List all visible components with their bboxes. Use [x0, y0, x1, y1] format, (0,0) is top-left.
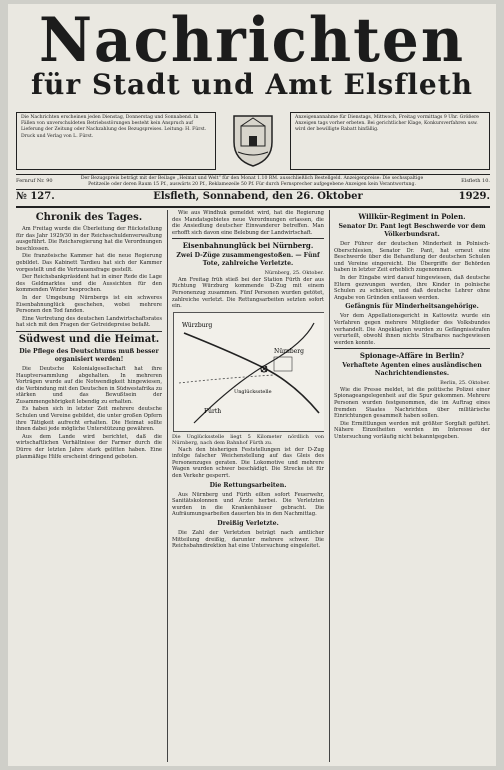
place-code: Elsfleth 10.	[461, 178, 490, 184]
column-3	[334, 210, 490, 762]
article-paragraph: Die französische Kammer hat die neue Regierung gebildet. Das Kabinett Tardieu hat sich der Kammer vorgestellt und die Vertrauensfrage gestellt.	[16, 253, 162, 273]
article-paragraph: Vor dem Appellationsgericht in Kattowitz wurde ein Verfahren gegen mehrere Mitglieder des Volksbundes verhandelt. Die Angeklagten wurden zu Gefängnisstrafen verurteilt, obwohl ihnen nichts Strafbares nachgewiesen werden konnte.	[334, 313, 490, 346]
subheadline: Die Pflege des Deutschtums muß besser organisiert werden!	[19, 347, 159, 363]
headline-gefaengnis: Gefängnis für Minderheitsangehörige.	[345, 303, 479, 311]
advertising-info-box: Anzeigenannahme für Dienstags, Mittwoch, Freitag vormittags 9 Uhr. Größere Anzeigen tags vorher erbeten. Bei gerichtlicher Klage, Konkursverfahren usw. wird der bewilligte Rabatt hinfällig.	[290, 112, 490, 170]
newspaper-subtitle: für Stadt und Amt Elsfleth	[30, 68, 474, 101]
coat-of-arms-icon	[230, 112, 276, 168]
article-paragraph: Nach den bisherigen Feststellungen ist der D-Zug infolge falscher Weichenstellung auf das Gleis des Personenzuges geraten. Die Lokomotive und mehrere Wagen wurden schwer beschädigt. Die Strecke ist für den Verkehr gesperrt.	[172, 446, 324, 479]
headline-spionage: Spionage-Affäre in Berlin?	[359, 351, 465, 361]
article-paragraph: In der Eingabe wird darauf hingewiesen, daß deutsche Eltern gezwungen werden, ihre Kinder in polnische Schulen zu schicken, und daß deutsche Lehrer ohne Angabe von Gründen entlassen werden.	[334, 274, 490, 301]
subheadline: Zwei D-Züge zusammengestoßen. — Fünf Tote, zahlreiche Verletzte.	[176, 252, 320, 268]
article-paragraph: Die Zahl der Verletzten beträgt nach amtlicher Mitteilung dreißig, darunter mehrere schwer. Die Reichsbahndirektion hat eine Untersuchung eingeleitet.	[172, 529, 324, 550]
article-paragraph: Aus dem Lande wird berichtet, daß die wirtschaftlichen Verhältnisse der Farmer durch die Dürre der letzten Jahre stark gelitten haben. Eine planmäßige Hilfe erscheint dringend geboten.	[16, 433, 162, 460]
publication-info-box: Die Nachrichten erscheinen jeden Dienstag, Donnerstag und Sonnabend. In Fällen von unverschuldeten Betriebsstörungen besteht kein Anspruch auf Lieferung der Zeitung oder Nachzahlung des Bezugspreises. Leitung: H. Fürst. Druck und Verlag von L. Fürst.	[16, 112, 216, 170]
column-divider	[329, 210, 330, 762]
dateline	[16, 190, 490, 204]
column-divider	[167, 210, 168, 762]
divider	[16, 174, 490, 175]
map-label-fuerth: Fürth	[204, 407, 222, 415]
map-label-nuernberg: Nürnberg	[274, 347, 304, 355]
divider	[16, 331, 162, 332]
map-drawing	[174, 313, 324, 431]
headline-suedwest: Südwest und die Heimat.	[18, 333, 160, 345]
headline-rettungsarbeiten: Die Rettungsarbeiten.	[209, 481, 287, 489]
price-text: Der Bezugspreis beträgt mit der Beilage „Heimat und Welt“ für den Monat 1.10 RM. ausschließlich Bestellgeld. Anzeigenpreise: Die sechsspaltige Petitzeile oder deren Raum 15 Pf., auswärts 20 Pf., Reklamezeile 50 Pf. Für durch Fernsprecher aufgegebene Anzeigen kein Verantwortung.	[80, 176, 424, 187]
article-paragraph: Eine Vertretung des deutschen Landwirtschaftsrates hat sich mit den Fragen der Getreidepreise befaßt.	[16, 315, 162, 329]
dateline-location: Berlin, 25. Oktober.	[440, 380, 490, 387]
article-paragraph: Am Freitag früh stieß bei der Station Fürth der aus Richtung Würzburg kommende D-Zug mit einem Personenzug zusammen. Fünf Personen wurden getötet, zahlreiche verletzt. Die Rettungsarbeiten setzten sofort ein.	[172, 276, 324, 310]
newspaper-title: Nachrichten	[38, 4, 466, 76]
headline-chronik: Chronik des Tages.	[35, 212, 143, 223]
article-paragraph: Der Führer der deutschen Minderheit in Polnisch-Oberschlesien, Senator Dr. Pant, hat erneut eine Beschwerde über die Behandlung der deutschen Schulen und Vereine eingereicht. Die Übergriffe der Behörden haben in letzter Zeit erheblich zugenommen.	[334, 241, 490, 274]
subheadline: Verhaftete Agenten eines ausländischen Nachrichtendienstes.	[342, 362, 482, 378]
article-paragraph: Wie die Presse meldet, ist die politische Polizei einer Spionageangelegenheit auf die Spur gekommen. Mehrere Personen wurden festgenommen, die im Auftrag eines fremden Staates Nachrichten über militärische Einrichtungen gesammelt haben sollen.	[334, 386, 490, 420]
divider	[172, 238, 324, 239]
headline-eisenbahnunglueck: Eisenbahnunglück bei Nürnberg.	[182, 241, 314, 251]
masthead	[8, 4, 496, 101]
article-paragraph: Am Freitag wurde die Überleitung der Rückstellung für das Jahr 1929/30 in der Reichsschuldenverwaltung ausgeführt. Die Reichsregierung hat die Verordnungen beschlossen.	[16, 226, 162, 252]
column-1	[16, 210, 162, 762]
map-label-wuerzburg: Würzburg	[182, 321, 213, 329]
dateline-location: Nürnberg, 25. Oktober.	[264, 270, 324, 277]
headline-polen: Willkür-Regiment in Polen.	[358, 212, 466, 221]
article-paragraph: In der Umgebung Nürnbergs ist ein schweres Eisenbahnunglück geschehen, wobei mehrere Personen den Tod fanden.	[16, 294, 162, 315]
issue-date: Elsfleth, Sonnabend, den 26. Oktober	[153, 191, 363, 202]
subheadline: Senator Dr. Pant legt Beschwerde vor dem Völkerbundsrat.	[338, 223, 486, 238]
map-label-unfallstelle: Unglücksstelle	[234, 388, 272, 395]
column-2	[172, 210, 324, 762]
article-paragraph: Der Reichsbankpräsident hat in einer Rede die Lage des Geldmarktes und die Aussichten für den kommenden Winter besprochen.	[16, 274, 162, 294]
divider	[16, 206, 490, 208]
headline-verletzte: Dreißig Verletzte.	[217, 519, 279, 527]
article-paragraph: Es haben sich in letzter Zeit mehrere deutsche Schulen und Vereine gebildet, die unter großen Opfern ihre Tätigkeit aufrecht erhalten. Die Heimat sollte ihnen dabei jede mögliche Unterstützung gewähren.	[16, 406, 162, 433]
phone-number: Fernruf Nr. 90	[16, 178, 53, 184]
article-paragraph: Die Ermittlungen werden mit größter Sorgfalt geführt. Nähere Einzelheiten werden im Interesse der Untersuchung vorläufig nicht bekanntgegeben.	[334, 420, 490, 440]
map-caption: Die Unglücksstelle liegt 5 Kilometer nördlich von Nürnberg, nach dem Bahnhof Fürth zu.	[172, 433, 324, 447]
issue-number: № 127.	[16, 191, 55, 202]
article-paragraph: Aus Nürnberg und Fürth eilten sofort Feuerwehr, Sanitätskolonnen und Ärzte herbei. Die Verletzten wurden in die Krankenhäuser gebracht. Die Aufräumungsarbeiten dauerten bis in den Nachmittag.	[172, 491, 324, 518]
article-paragraph: Wie aus Windhuk gemeldet wird, hat die Regierung des Mandatsgebietes neue Verordnungen erlassen, die die Ansiedlung deutscher Einwanderer betreffen. Man erhofft sich davon eine Belebung der Landwirtschaft.	[172, 210, 324, 236]
article-paragraph: Die Deutsche Kolonialgesellschaft hat ihre Hauptversammlung abgehalten. In mehreren Vorträgen wurde auf die Notwendigkeit hingewiesen, die Verbindung mit den Deutschen in Südwestafrika zu stärken und das Bewußtsein der Zusammengehörigkeit lebendig zu erhalten.	[16, 365, 162, 405]
divider	[334, 348, 490, 349]
price-band	[16, 176, 490, 188]
accident-map	[173, 312, 324, 432]
issue-year: 1929.	[458, 191, 490, 202]
newspaper-page	[8, 4, 496, 766]
